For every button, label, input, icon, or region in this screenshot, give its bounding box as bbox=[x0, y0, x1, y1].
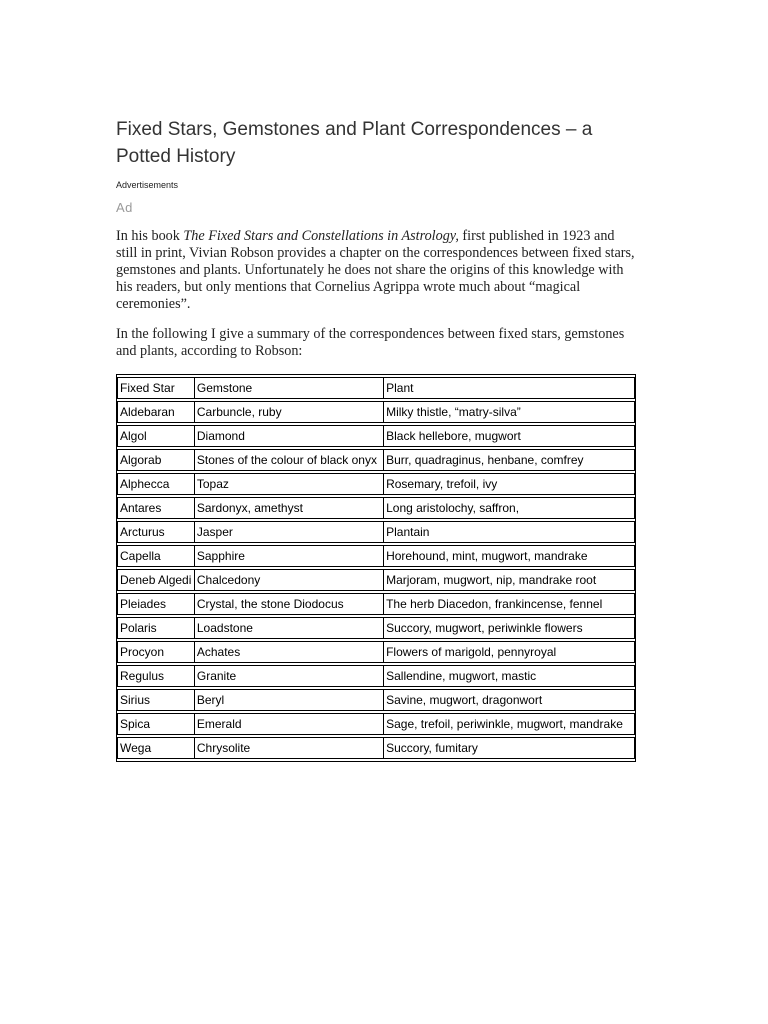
table-row bbox=[117, 617, 635, 639]
cell-gemstone: Chalcedony bbox=[195, 569, 384, 591]
cell-gemstone: Topaz bbox=[195, 473, 384, 495]
cell-fixed-star: Pleiades bbox=[117, 593, 195, 615]
cell-plant: Sage, trefoil, periwinkle, mugwort, mandrake bbox=[384, 713, 635, 735]
advertisements-label: Advertisements bbox=[116, 180, 179, 190]
ad-slot[interactable]: Ad bbox=[116, 200, 133, 215]
table-row bbox=[117, 425, 635, 447]
cell-plant: Marjoram, mugwort, nip, mandrake root bbox=[384, 569, 635, 591]
table-row bbox=[117, 473, 635, 495]
cell-fixed-star: Polaris bbox=[117, 617, 195, 639]
cell-plant: Black hellebore, mugwort bbox=[384, 425, 635, 447]
table-row bbox=[117, 497, 635, 519]
cell-fixed-star: Wega bbox=[117, 737, 195, 759]
cell-gemstone: Loadstone bbox=[195, 617, 384, 639]
header-gemstone: Gemstone bbox=[195, 377, 384, 399]
summary-paragraph: In the following I give a summary of the correspondences between fixed stars, gemstones and plants, according to Robson: bbox=[116, 326, 625, 359]
cell-fixed-star: Regulus bbox=[117, 665, 195, 687]
table-row bbox=[117, 641, 635, 663]
cell-plant: Flowers of marigold, pennyroyal bbox=[384, 641, 635, 663]
table-row bbox=[117, 593, 635, 615]
cell-fixed-star: Spica bbox=[117, 713, 195, 735]
cell-gemstone: Beryl bbox=[195, 689, 384, 711]
correspondence-table bbox=[116, 374, 636, 762]
table-header-row bbox=[117, 377, 635, 399]
cell-plant: Plantain bbox=[384, 521, 635, 543]
table-row bbox=[117, 401, 635, 423]
page-title: Fixed Stars, Gemstones and Plant Correspondences – a Potted History bbox=[116, 119, 593, 167]
cell-plant: Succory, mugwort, periwinkle flowers bbox=[384, 617, 635, 639]
cell-fixed-star: Antares bbox=[117, 497, 195, 519]
cell-plant: Rosemary, trefoil, ivy bbox=[384, 473, 635, 495]
cell-gemstone: Carbuncle, ruby bbox=[195, 401, 384, 423]
cell-gemstone: Sardonyx, amethyst bbox=[195, 497, 384, 519]
table-row bbox=[117, 713, 635, 735]
intro-paragraph bbox=[116, 228, 638, 313]
cell-gemstone: Diamond bbox=[195, 425, 384, 447]
cell-plant: Sallendine, mugwort, mastic bbox=[384, 665, 635, 687]
cell-gemstone: Crystal, the stone Diodocus bbox=[195, 593, 384, 615]
cell-plant: Horehound, mint, mugwort, mandrake bbox=[384, 545, 635, 567]
cell-gemstone: Granite bbox=[195, 665, 384, 687]
cell-gemstone: Jasper bbox=[195, 521, 384, 543]
cell-fixed-star: Procyon bbox=[117, 641, 195, 663]
intro-prefix: In his book bbox=[116, 228, 184, 244]
cell-gemstone: Chrysolite bbox=[195, 737, 384, 759]
table-row bbox=[117, 449, 635, 471]
cell-gemstone: Achates bbox=[195, 641, 384, 663]
book-title: The Fixed Stars and Constellations in Astrology, bbox=[183, 228, 459, 244]
cell-plant: Succory, fumitary bbox=[384, 737, 635, 759]
table-row bbox=[117, 545, 635, 567]
table-row bbox=[117, 521, 635, 543]
table-row bbox=[117, 665, 635, 687]
cell-plant: Long aristolochy, saffron, bbox=[384, 497, 635, 519]
cell-plant: Burr, quadraginus, henbane, comfrey bbox=[384, 449, 635, 471]
header-plant: Plant bbox=[384, 377, 635, 399]
cell-fixed-star: Deneb Algedi bbox=[117, 569, 195, 591]
cell-fixed-star: Aldebaran bbox=[117, 401, 195, 423]
cell-fixed-star: Capella bbox=[117, 545, 195, 567]
cell-fixed-star: Sirius bbox=[117, 689, 195, 711]
cell-fixed-star: Arcturus bbox=[117, 521, 195, 543]
cell-gemstone: Emerald bbox=[195, 713, 384, 735]
table-row bbox=[117, 689, 635, 711]
header-fixed-star: Fixed Star bbox=[117, 377, 195, 399]
cell-plant: Milky thistle, “matry-silva” bbox=[384, 401, 635, 423]
cell-fixed-star: Algorab bbox=[117, 449, 195, 471]
cell-plant: The herb Diacedon, frankincense, fennel bbox=[384, 593, 635, 615]
cell-gemstone: Stones of the colour of black onyx bbox=[195, 449, 384, 471]
table-row bbox=[117, 737, 635, 759]
cell-plant: Savine, mugwort, dragonwort bbox=[384, 689, 635, 711]
intro-suffix: first published in 1923 and still in print, Vivian Robson provides a chapter on the correspondences between fixed stars, gemstones and plants. Unfortunately he does not share the origins of this knowledge with his readers, but only mentions that Cornelius Agrippa wrote much about “magical ceremonies”. bbox=[116, 228, 635, 312]
cell-fixed-star: Algol bbox=[117, 425, 195, 447]
cell-gemstone: Sapphire bbox=[195, 545, 384, 567]
table-row bbox=[117, 569, 635, 591]
cell-fixed-star: Alphecca bbox=[117, 473, 195, 495]
